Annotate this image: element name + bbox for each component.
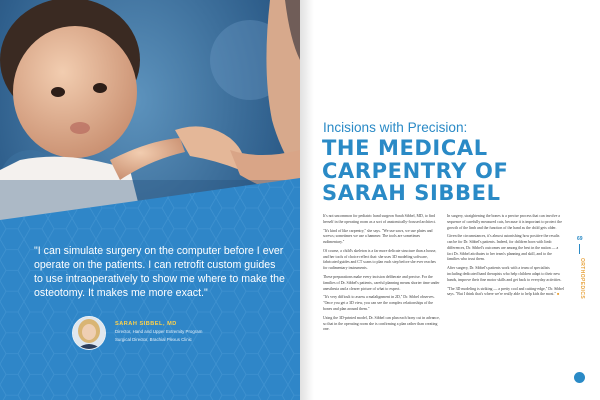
body-column-2 bbox=[447, 214, 565, 301]
body-paragraph: These preparations make every incision deliberate and precise. For the families of Dr. Sibbel's patients, careful planning means shorter time under anesthesia and a clearer picture of what to expect. bbox=[323, 275, 440, 291]
author-avatar bbox=[72, 316, 106, 350]
author-name: SARAH SIBBEL, MD bbox=[115, 321, 177, 327]
pull-quote: "I can simulate surgery on the computer before I ever operate on the patients. I can retrofit custom guides to use intraoperatively to show me where to make the osteotomy. It makes me more exact." bbox=[34, 245, 285, 300]
headline-line: SARAH SIBBEL bbox=[322, 181, 501, 206]
headline-line: CARPENTRY OF bbox=[322, 158, 509, 183]
author-role-2: Surgical Director, Brachial Plexus Clinic bbox=[115, 337, 192, 343]
end-mark-icon: ■ bbox=[557, 292, 560, 297]
spine-shadow bbox=[300, 0, 314, 400]
body-column-1 bbox=[323, 214, 441, 336]
body-paragraph: Given the circumstances, it's almost astonishing how positive the results can be for Dr. Sibbel's patients. Indeed, for children born with limb differences, Dr. Sibbel's outcomes are among the best in the nation — a fact Dr. Sibbel attributes to her team's planning and skill, and to the families who trust them. bbox=[447, 234, 560, 262]
body-paragraph: Using the 3D-printed model, Dr. Sibbel can plan each bony cut in advance, so that in the operating room she is confirming a plan rather than creating one. bbox=[323, 315, 440, 332]
body-paragraph: "It's very difficult to assess a malalignment in 2D," Dr. Sibbel observes. "Once you get a 3D view, you can see the complex relationships of the bones and plan around them." bbox=[323, 295, 435, 311]
page-number: 69 bbox=[577, 236, 583, 242]
body-paragraph-text: "The 3D modeling is striking — a pretty cool and cutting-edge," Dr. Sibbel says. "But I think that's where we're really able to help kids the most." bbox=[447, 286, 565, 297]
body-paragraph bbox=[447, 287, 565, 299]
article-kicker: Incisions with Precision: bbox=[323, 120, 468, 135]
publication-logo-icon bbox=[574, 372, 585, 383]
section-label: ORTHOPEDICS bbox=[579, 258, 585, 300]
body-paragraph: It's not uncommon for pediatric hand surgeon Sarah Sibbel, MD, to find herself in the operating room as a sort of anatomically-focused architect. bbox=[323, 214, 436, 224]
body-paragraph: Of course, a child's skeleton is a far more delicate structure than a house, and her tools of choice reflect that: she uses 3D modeling software, fabricated guides and CT scans to plan each step before she ever reaches for rudimentary instruments. bbox=[323, 248, 437, 271]
body-paragraph: After surgery, Dr. Sibbel's patients work with a team of specialists including dedicated hand therapists who help children adapt to their new hands, improve their fine motor skills and get back to everyday activities. bbox=[447, 266, 562, 282]
author-role-1: Director, Hand and Upper Extremity Program bbox=[115, 329, 203, 334]
article-headline bbox=[322, 137, 508, 205]
headline-line: THE MEDICAL bbox=[322, 136, 488, 160]
author-byline bbox=[115, 321, 293, 343]
body-paragraph: "It's kind of like carpentry," she says. "We use saws, we use plates and screws; sometimes we use a hammer. The tools are sometimes rudimentary." bbox=[323, 228, 433, 245]
body-paragraph: In surgery, straightening the bones is a precise process that can involve a sequence of carefully measured cuts, because it is important to protect the growth of the limb and the function of the hand as the child gets older. bbox=[447, 214, 562, 230]
page-rule bbox=[579, 244, 580, 254]
